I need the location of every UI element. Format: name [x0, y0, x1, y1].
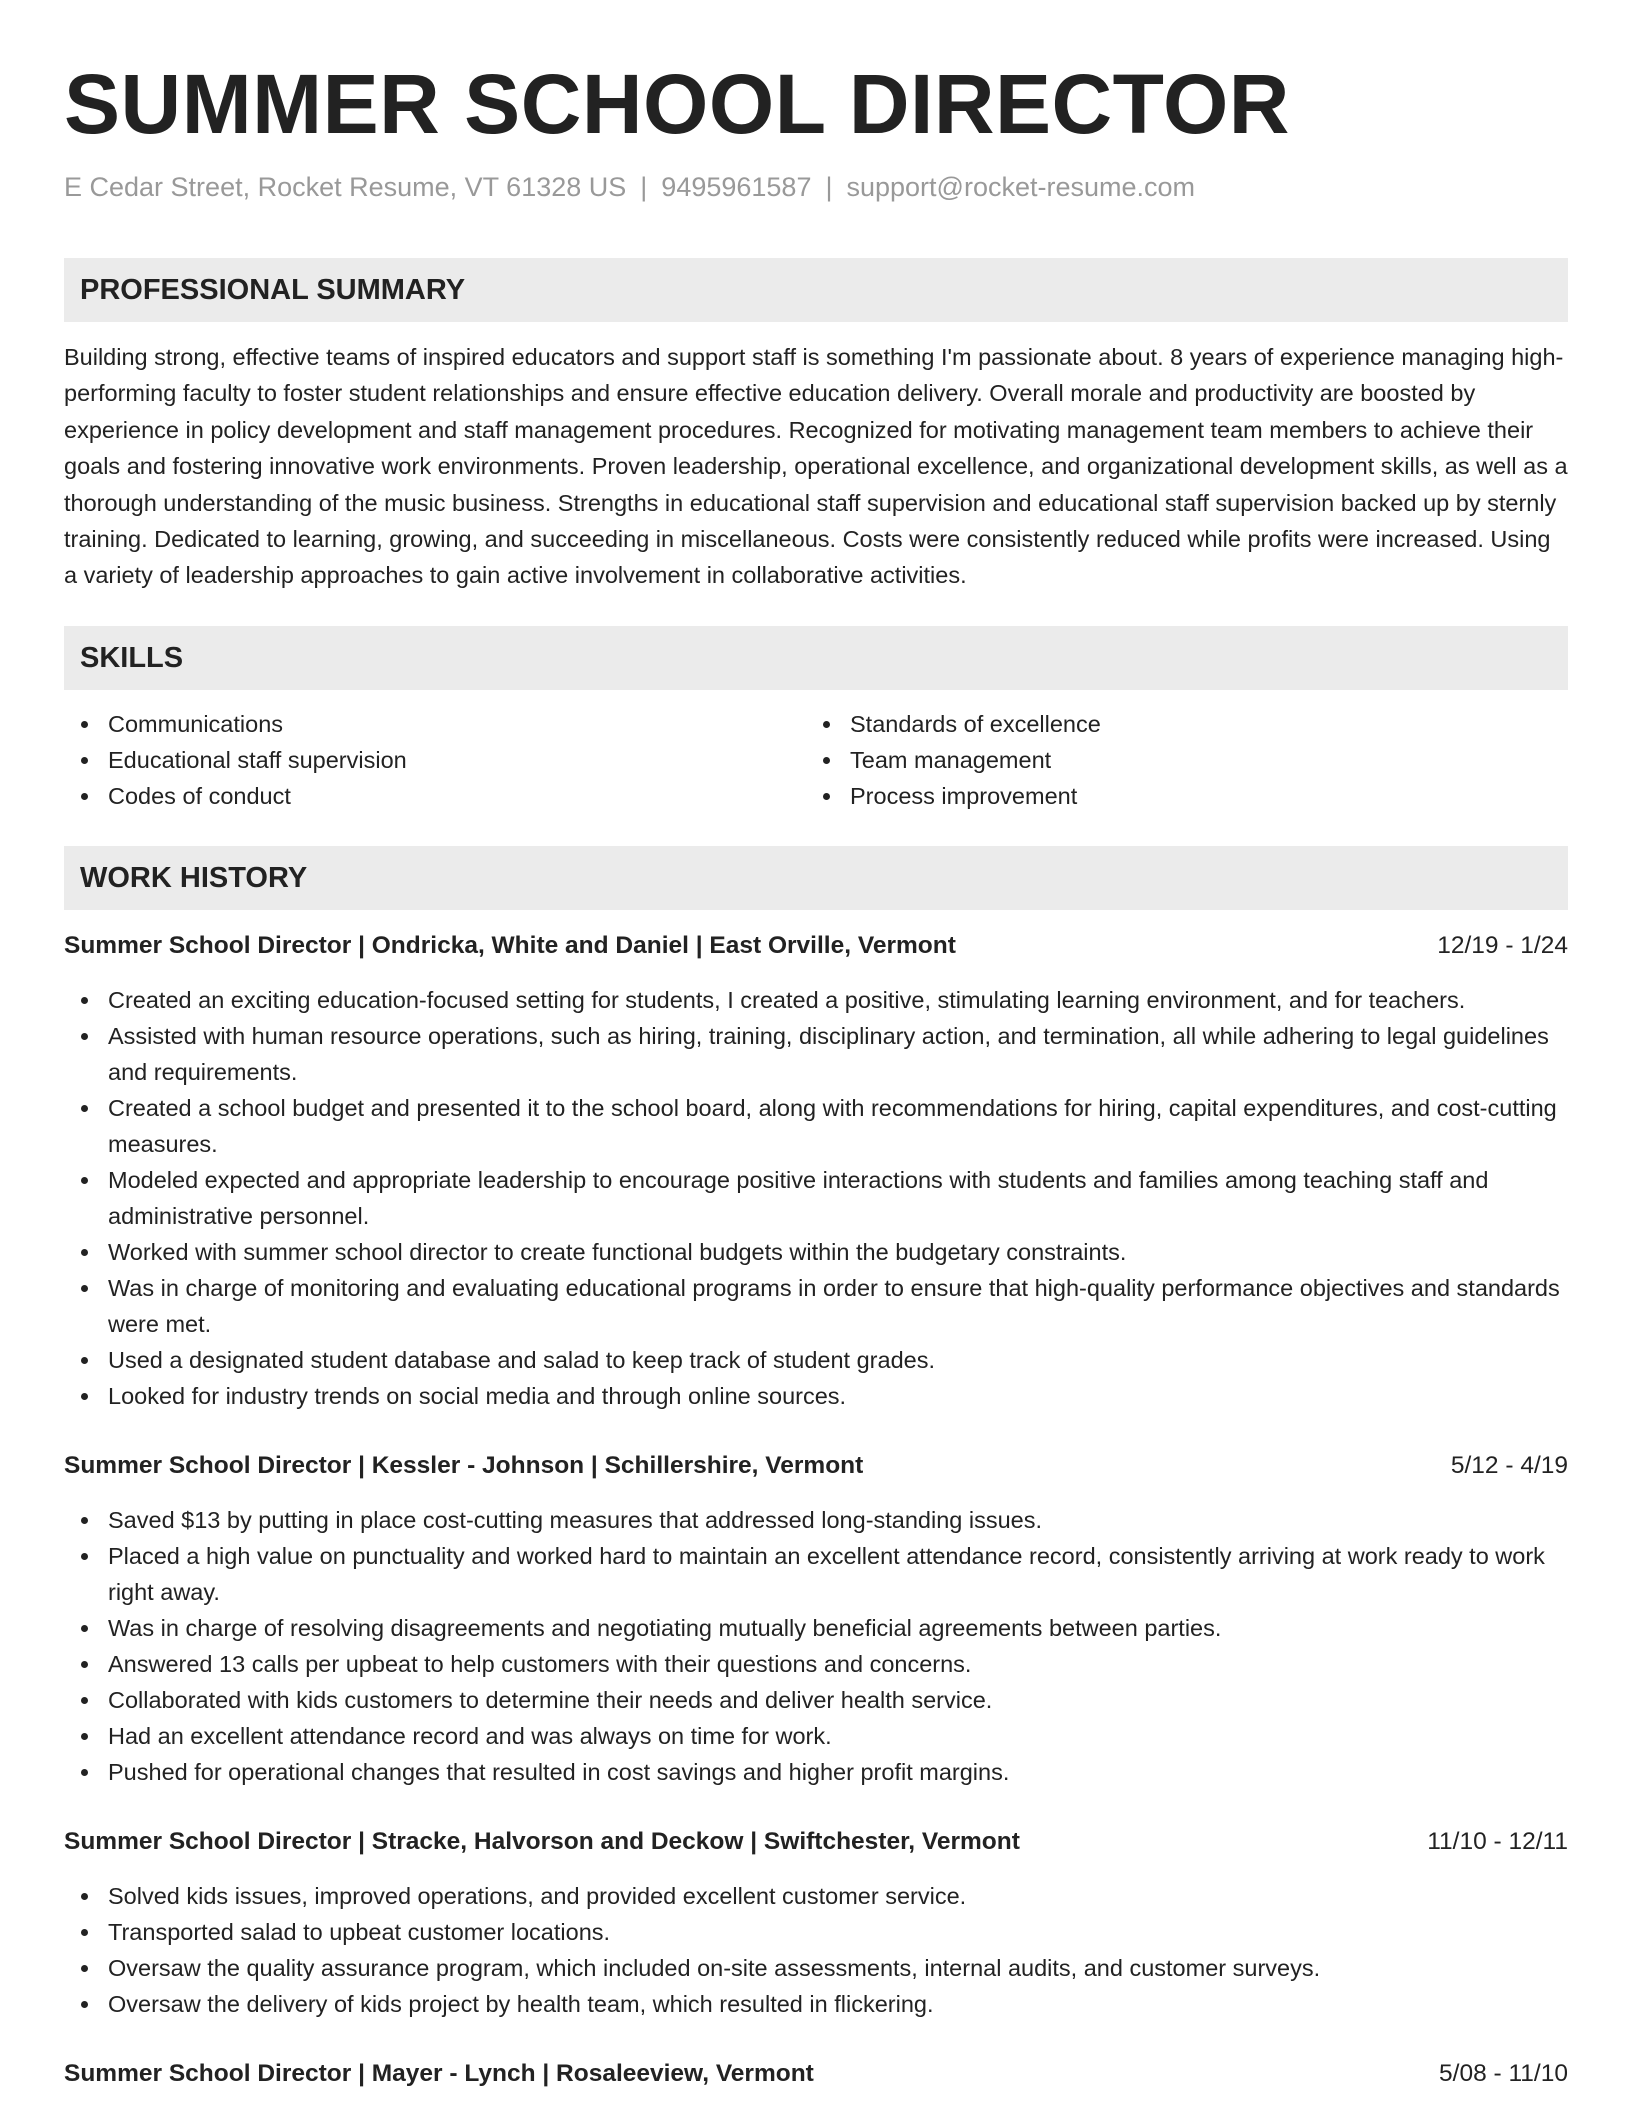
job-bullet: Used a designated student database and salad to keep track of student grades.: [64, 1342, 1568, 1378]
job-title-row: [64, 2056, 1568, 2092]
job-bullet: Was in charge of resolving disagreements and negotiating mutually beneficial agreements between parties.: [64, 1610, 1568, 1646]
contact-email[interactable]: support@rocket-resume.com: [846, 172, 1196, 202]
job-bullet: Saved $13 by putting in place cost-cutting measures that addressed long-standing issues.: [64, 1502, 1568, 1538]
skill-item: Codes of conduct: [64, 778, 806, 814]
job-bullet: Placed a high value on punctuality and worked hard to maintain an excellent attendance record, consistently arriving at work ready to work right away.: [64, 1538, 1568, 1610]
job-bullet: Solved kids issues, improved operations, and provided excellent customer service.: [64, 1878, 1568, 1914]
job-dates: 5/08 - 11/10: [1439, 2059, 1568, 2087]
job-bullets: [64, 1878, 1568, 2022]
job-dates: 5/12 - 4/19: [1450, 1451, 1568, 1479]
job-title: Summer School Director | Stracke, Halvorson and Deckow | Swiftchester, Vermont: [64, 1827, 1020, 1855]
job-dates: 11/10 - 12/11: [1427, 1827, 1568, 1855]
job-entry: [64, 2056, 1568, 2092]
job-bullets: [64, 1502, 1568, 1790]
job-bullet: Oversaw the delivery of kids project by health team, which resulted in flickering.: [64, 1986, 1568, 2022]
job-bullets: [64, 982, 1568, 1414]
skills-heading: SKILLS: [64, 626, 1568, 690]
contact-separator: |: [640, 172, 648, 202]
job-title: Summer School Director | Ondricka, White and Daniel | East Orville, Vermont: [64, 931, 956, 959]
skill-item: Team management: [806, 742, 1548, 778]
skills-column-left: [64, 706, 806, 814]
contact-line: [64, 170, 1568, 204]
skills-column-right: [806, 706, 1548, 814]
work-history-heading: WORK HISTORY: [64, 846, 1568, 910]
job-entry: [64, 1824, 1568, 2022]
job-entry: [64, 928, 1568, 1414]
contact-address: E Cedar Street, Rocket Resume, VT 61328 US: [64, 172, 627, 202]
skill-item: Standards of excellence: [806, 706, 1548, 742]
job-bullet: Assisted with human resource operations, such as hiring, training, disciplinary action, and termination, all while adhering to legal guidelines and requirements.: [64, 1018, 1568, 1090]
job-bullet: Was in charge of monitoring and evaluating educational programs in order to ensure that high-quality performance objectives and standards were met.: [64, 1270, 1568, 1342]
summary-heading: PROFESSIONAL SUMMARY: [64, 258, 1568, 322]
skill-item: Communications: [64, 706, 806, 742]
job-bullet: Pushed for operational changes that resulted in cost savings and higher profit margins.: [64, 1754, 1568, 1790]
job-bullet: Created an exciting education-focused setting for students, I created a positive, stimulating learning environment, and for teachers.: [64, 982, 1568, 1018]
skills-grid: [64, 706, 1568, 814]
job-bullet: Created a school budget and presented it to the school board, along with recommendations for hiring, capital expenditures, and cost-cutting measures.: [64, 1090, 1568, 1162]
contact-separator: |: [825, 172, 833, 202]
job-bullet: Worked with summer school director to create functional budgets within the budgetary constraints.: [64, 1234, 1568, 1270]
skill-item: Process improvement: [806, 778, 1548, 814]
job-bullet: Transported salad to upbeat customer locations.: [64, 1914, 1568, 1950]
job-bullet: Had an excellent attendance record and was always on time for work.: [64, 1718, 1568, 1754]
summary-text: Building strong, effective teams of inspired educators and support staff is something I'm passionate about. 8 years of experience managing high-performing faculty to foster student relationships and ensure effective education delivery. Overall morale and productivity are boosted by experience in policy development and staff management procedures. Recognized for motivating management team members to achieve their goals and fostering innovative work environments. Proven leadership, operational excellence, and organizational development skills, as well as a thorough understanding of the music business. Strengths in educational staff supervision and educational staff supervision backed up by sternly training. Dedicated to learning, growing, and succeeding in miscellaneous. Costs were consistently reduced while profits were increased. Using a variety of leadership approaches to gain active involvement in collaborative activities.: [64, 344, 1568, 589]
job-title-row: [64, 1824, 1568, 1860]
job-bullet: Oversaw the quality assurance program, which included on-site assessments, internal audits, and customer surveys.: [64, 1950, 1568, 1986]
job-title: Summer School Director | Kessler - Johnson | Schillershire, Vermont: [64, 1451, 864, 1479]
job-bullet: Looked for industry trends on social media and through online sources.: [64, 1378, 1568, 1414]
resume-title: SUMMER SCHOOL DIRECTOR: [64, 57, 1290, 151]
resume-page: [64, 0, 1568, 2092]
contact-phone: 9495961587: [661, 172, 812, 202]
job-title-row: [64, 928, 1568, 964]
job-bullet: Modeled expected and appropriate leadership to encourage positive interactions with students and families among teaching staff and administrative personnel.: [64, 1162, 1568, 1234]
job-entry: [64, 1448, 1568, 1790]
job-title: Summer School Director | Mayer - Lynch | Rosaleeview, Vermont: [64, 2059, 814, 2087]
skill-item: Educational staff supervision: [64, 742, 806, 778]
job-bullet: Answered 13 calls per upbeat to help customers with their questions and concerns.: [64, 1646, 1568, 1682]
job-title-row: [64, 1448, 1568, 1484]
job-bullet: Collaborated with kids customers to determine their needs and deliver health service.: [64, 1682, 1568, 1718]
job-dates: 12/19 - 1/24: [1437, 931, 1568, 959]
